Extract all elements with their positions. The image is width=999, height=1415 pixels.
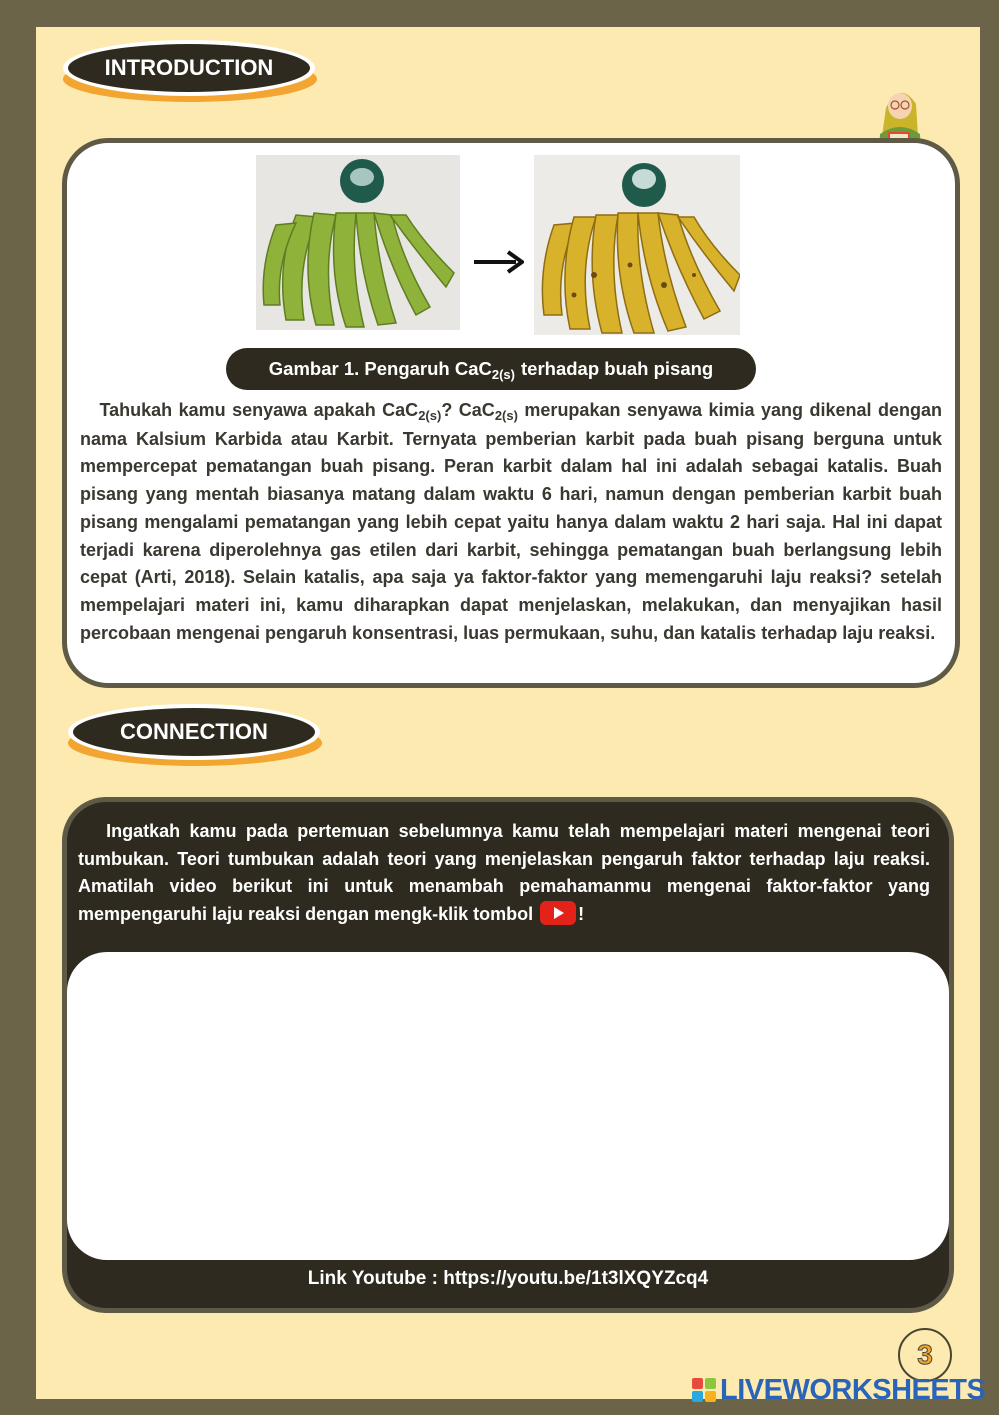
logo-squares-icon: [692, 1378, 716, 1402]
intro-subscript-1: 2(s): [418, 408, 442, 423]
arrow-right-icon: [472, 248, 524, 276]
intro-text-start: Tahukah kamu senyawa apakah CaC: [99, 400, 419, 420]
ripe-banana-photo: [534, 155, 740, 335]
unripe-banana-photo: [256, 155, 460, 330]
liveworksheets-logo[interactable]: [692, 1373, 985, 1407]
intro-text-rest: merupakan senyawa kimia yang dikenal dengan nama Kalsium Karbida atau Karbit. Ternyata pemberian karbit pada buah pisang berguna untuk mempercepat pematangan buah pisang. Peran karbit dalam hal ini adalah sebagai katalis. Buah pisang yang mentah biasanya matang dalam waktu 6 hari, namun dengan pemberian karbit buah pisang mengalami pematangan yang lebih cepat yaitu hanya dalam waktu 2 hari saja. Hal ini dapat terjadi karena diperolehnya gas etilen dari karbit, sehingga pematangan buah berlangsung lebih cepat (Arti, 2018). Selain katalis, apa saja ya faktor-faktor yang memengaruhi laju reaksi? setelah mempelajari materi ini, kamu diharapkan dapat menjelaskan, melakukan, dan menyajikan hasil percobaan mengenai pengaruh konsentrasi, luas permukaan, suhu, dan katalis terhadap laju reaksi.: [80, 400, 942, 643]
caption-subscript: 2(s): [491, 367, 515, 382]
figure-caption: [226, 348, 756, 390]
connection-text: Ingatkah kamu pada pertemuan sebelumnya kamu telah mempelajari materi mengenai teori tumbukan. Teori tumbukan adalah teori yang menjelaskan pengaruh faktor terhadap laju reaksi. Amatilah video berikut ini untuk menambah pemahamanmu mengenai faktor-faktor yang mempengaruhi laju reaksi dengan mengk-klik tombol: [78, 821, 930, 924]
intro-text-mid: ? CaC: [441, 400, 495, 420]
caption-suffix: terhadap buah pisang: [521, 358, 714, 379]
connection-heading-badge: [68, 704, 326, 780]
caption-prefix: Gambar 1. Pengaruh CaC: [268, 358, 492, 379]
connection-paragraph: [78, 818, 930, 928]
youtube-link[interactable]: Link Youtube : https://youtu.be/1t3lXQYZcq4: [307, 1268, 709, 1289]
liveworksheets-brand-text: LIVEWORKSHEETS: [720, 1373, 986, 1406]
video-embed-area[interactable]: [67, 952, 949, 1260]
connection-heading: CONNECTION: [73, 708, 315, 756]
introduction-heading: INTRODUCTION: [68, 44, 310, 92]
introduction-paragraph: [80, 397, 942, 647]
intro-subscript-2: 2(s): [494, 408, 518, 423]
page-number: 3: [917, 1339, 933, 1370]
connection-text-end: !: [578, 903, 585, 924]
youtube-play-icon[interactable]: [540, 901, 576, 925]
introduction-heading-badge: [63, 40, 321, 116]
